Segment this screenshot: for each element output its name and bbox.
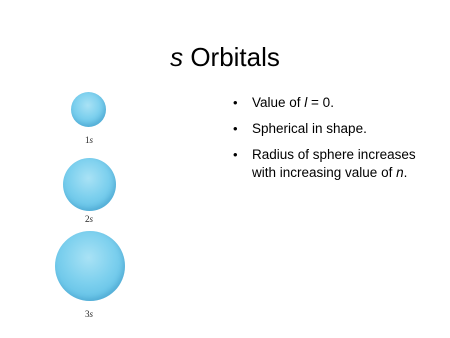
title-italic: s [170,42,184,72]
bullet-item: • Radius of sphere increases with increasing value of n. [233,147,416,180]
bullet-item: • Spherical in shape. [233,121,367,136]
bullet-list [233,94,433,190]
bullet-item: • Value of l = 0. [233,95,334,110]
bullet-dot: • [233,147,238,162]
bullet-dot: • [233,95,238,110]
bullet-dot: • [233,121,238,136]
orbital-2s-label: 2s [84,214,93,224]
orbital-3s-label: 3s [84,309,93,319]
orbital-3s-sphere [55,231,125,301]
slide-title [0,40,450,74]
orbital-1s-sphere [71,92,106,127]
title-rest: Orbitals [183,42,280,72]
orbital-1s-label: 1s [84,135,93,145]
orbital-2s-sphere [63,158,116,211]
